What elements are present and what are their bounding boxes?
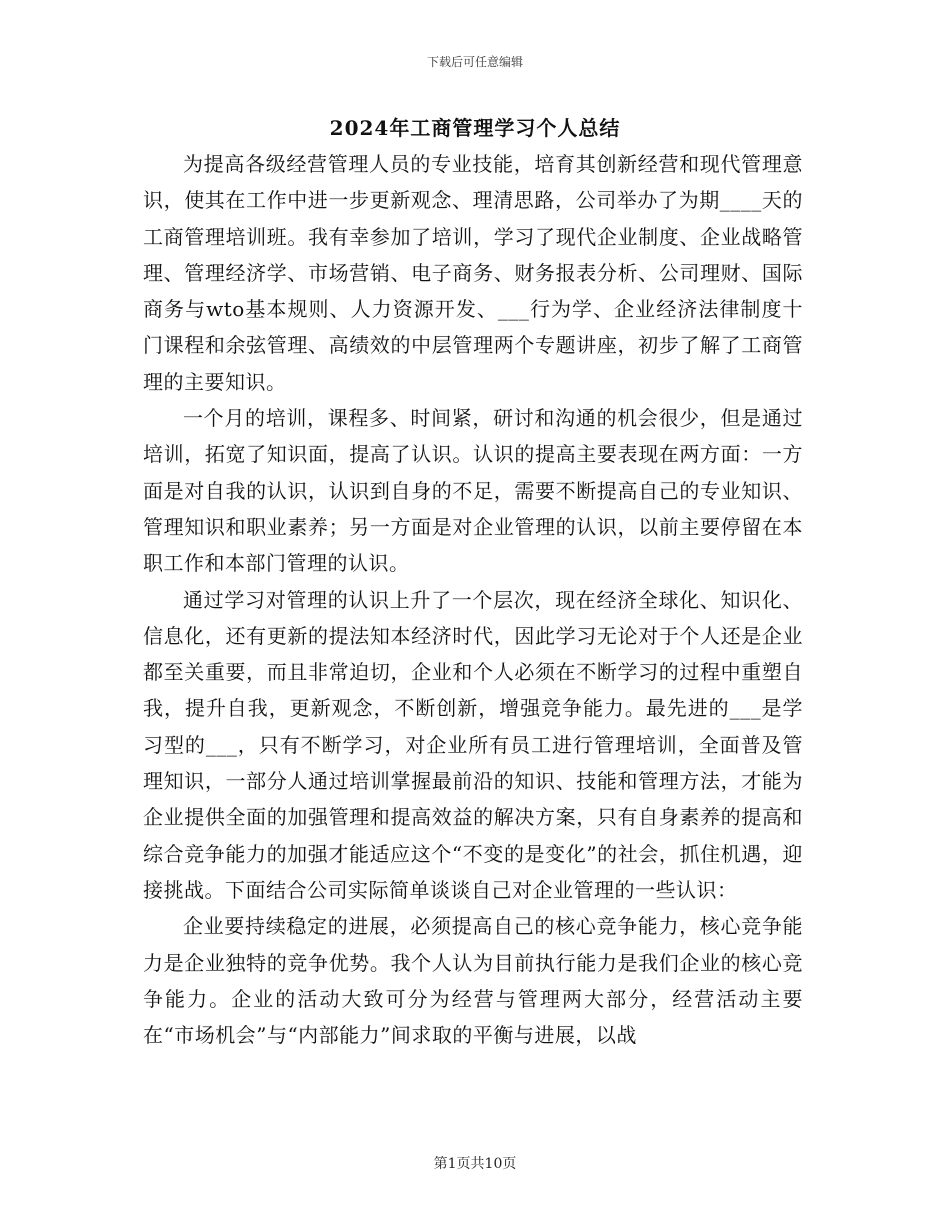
header-note: 下载后可任意编辑 [426,55,523,69]
paragraph-4: 企业要持续稳定的进展，必须提高自己的核心竞争能力，核心竞争能力是企业独特的竞争优势。我个人认为目前执行能力是我们企业的核心竞争能力。企业的活动大致可分为经营与管理两大部分，经营活动主要在“市场机会”与“内部能力”间求取的平衡与进展，以战 [143,914,803,1048]
document-body [143,146,803,1053]
document-title: 2024年工商管理学习个人总结 [329,116,621,140]
paragraph-1: 为提高各级经营管理人员的专业技能，培育其创新经营和现代管理意识，使其在工作中进一步更新观念、理清思路，公司举办了为期____天的工商管理培训班。我有幸参加了培训，学习了现代企业制度、企业战略管理、管理经济学、市场营销、电子商务、财务报表分析、公司理财、国际商务与wto基本规则、人力资源开发、___行为学、企业经济法律制度十门课程和余弦管理、高绩效的中层管理两个专题讲座，初步了解了工商管理的主要知识。 [143,152,803,394]
page-footer: 第1页共10页 [433,1156,517,1172]
paragraph-3: 通过学习对管理的认识上升了一个层次，现在经济全球化、知识化、信息化，还有更新的提法知本经济时代，因此学习无论对于个人还是企业都至关重要，而且非常迫切，企业和个人必须在不断学习的过程中重塑自我，提升自我，更新观念，不断创新，增强竞争能力。最先进的___是学习型的___，只有不断学习，对企业所有员工进行管理培训，全面普及管理知识，一部分人通过培训掌握最前沿的知识、技能和管理方法，才能为企业提供全面的加强管理和提高效益的解决方案，只有自身素养的提高和综合竞争能力的加强才能适应这个“不变的是变化”的社会，抓住机遇，迎接挑战。下面结合公司实际简单谈谈自己对企业管理的一些认识： [143,587,803,902]
paragraph-2: 一个月的培训，课程多、时间紧，研讨和沟通的机会很少，但是通过培训，拓宽了知识面，提高了认识。认识的提高主要表现在两方面：一方面是对自我的认识，认识到自身的不足，需要不断提高自己的专业知识、管理知识和职业素养；另一方面是对企业管理的认识，以前主要停留在本职工作和本部门管理的认识。 [143,406,803,576]
